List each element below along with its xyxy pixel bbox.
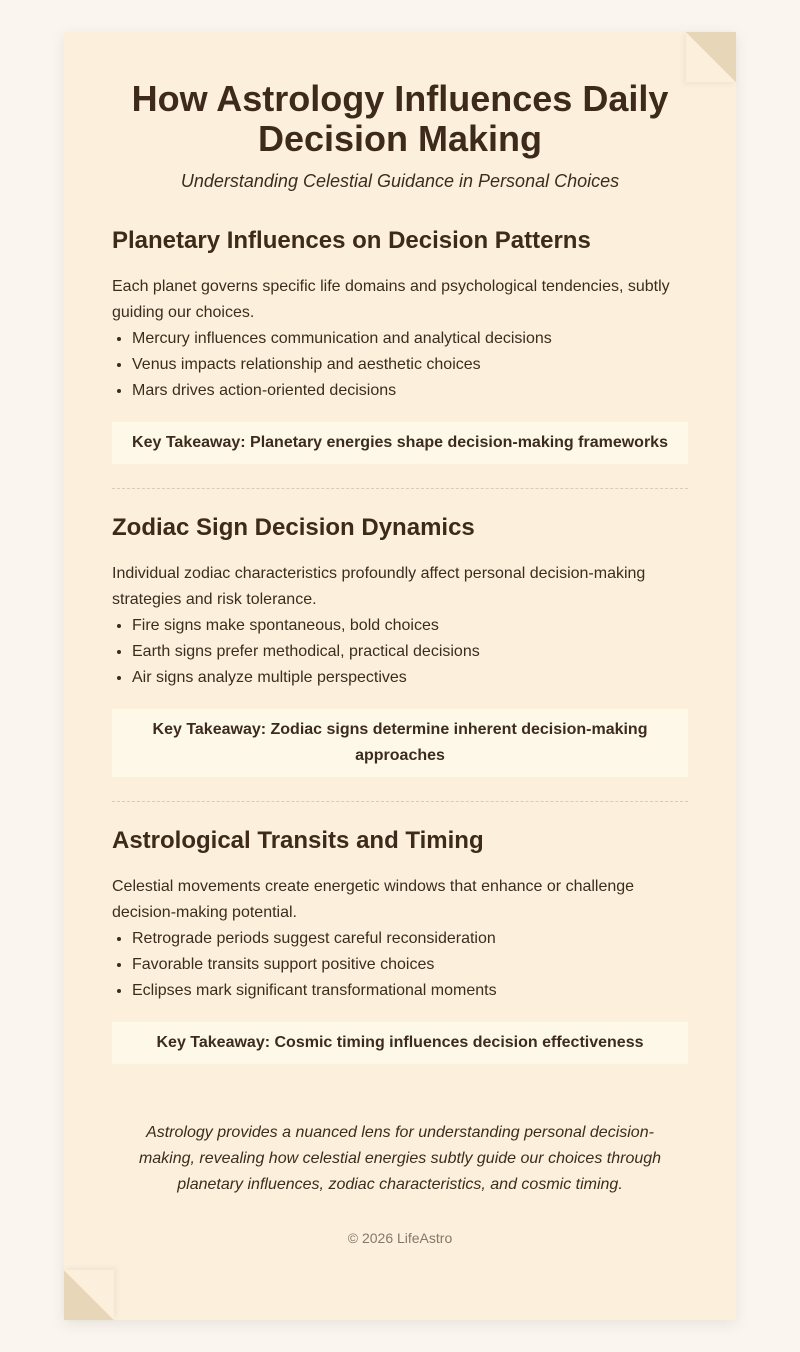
section-intro: Each planet governs specific life domains and psychological tendencies, subtly guiding our choices. — [112, 278, 670, 321]
article-card — [64, 32, 736, 1320]
list-item: • Mercury influences communication and analytical decisions — [132, 326, 688, 352]
bullet-list — [112, 926, 688, 1004]
bullet-list — [112, 613, 688, 691]
list-item: • Venus impacts relationship and aesthetic choices — [132, 352, 688, 378]
footer-copyright: © 2026 LifeAstro — [347, 1230, 453, 1246]
list-item: • Air signs analyze multiple perspectives — [132, 665, 688, 691]
page-corner-fold-decoration — [64, 1270, 114, 1320]
page-corner-fold-decoration — [686, 32, 736, 82]
list-item: • Eclipses mark significant transformational moments — [132, 978, 688, 1004]
section-heading: Astrological Transits and Timing — [112, 827, 484, 854]
section-heading: Planetary Influences on Decision Patterns — [112, 227, 591, 254]
conclusion: Astrology provides a nuanced lens for understanding personal decision-making, revealing how celestial energies subtly guide our choices through planetary influences, zodiac characteristics, and cosmic timing. — [138, 1124, 662, 1193]
key-takeaway: Key Takeaway: Cosmic timing influences decision effectiveness — [112, 1022, 688, 1064]
list-item: • Retrograde periods suggest careful reconsideration — [132, 926, 688, 952]
section-intro: Celestial movements create energetic windows that enhance or challenge decision-making potential. — [112, 878, 635, 921]
list-item: • Fire signs make spontaneous, bold choices — [132, 613, 688, 639]
section-planetary — [112, 192, 688, 464]
section-transits — [112, 801, 688, 1064]
page-title: How Astrology Influences Daily Decision Making — [131, 78, 669, 159]
section-heading: Zodiac Sign Decision Dynamics — [112, 514, 475, 541]
bullet-list — [112, 326, 688, 404]
section-intro: Individual zodiac characteristics profoundly affect personal decision-making strategies and risk tolerance. — [112, 565, 646, 608]
key-takeaway: Key Takeaway: Planetary energies shape decision-making frameworks — [112, 422, 688, 464]
section-zodiac — [112, 488, 688, 777]
page-subtitle: Understanding Celestial Guidance in Personal Choices — [180, 171, 620, 191]
key-takeaway: Key Takeaway: Zodiac signs determine inherent decision-making approaches — [112, 709, 688, 777]
list-item: • Mars drives action-oriented decisions — [132, 378, 688, 404]
list-item: • Favorable transits support positive choices — [132, 952, 688, 978]
list-item: • Earth signs prefer methodical, practical decisions — [132, 639, 688, 665]
